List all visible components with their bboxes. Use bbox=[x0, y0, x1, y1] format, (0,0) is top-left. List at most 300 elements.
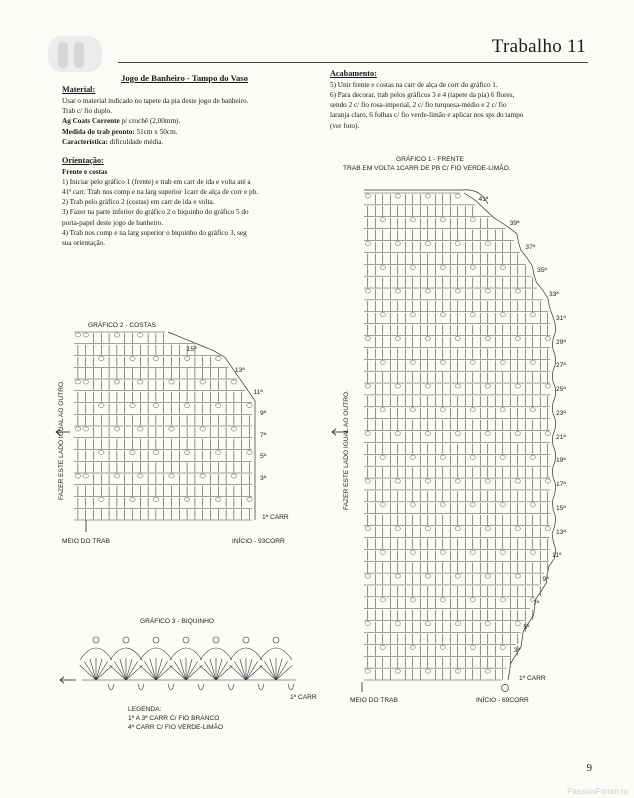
fan-stitch bbox=[126, 659, 132, 680]
chain-stitch bbox=[114, 474, 119, 478]
fan-stitch bbox=[270, 659, 276, 680]
chain-stitch bbox=[231, 427, 236, 431]
stitch-row bbox=[364, 324, 550, 335]
row-number-label: 15ª bbox=[186, 346, 197, 353]
chain-stitch bbox=[455, 669, 460, 673]
chain-stitch bbox=[153, 356, 158, 360]
chain-stitch bbox=[200, 427, 205, 431]
chain-stitch bbox=[247, 403, 252, 407]
stitch-row bbox=[364, 241, 514, 252]
chain-stitch bbox=[99, 403, 104, 407]
row-number-label: 35ª bbox=[537, 267, 547, 275]
picot-fan bbox=[170, 637, 204, 690]
base-loop bbox=[168, 684, 174, 690]
picot-icon bbox=[273, 637, 279, 643]
chain-stitch bbox=[425, 526, 430, 530]
chain-stitch bbox=[395, 336, 400, 340]
chain-stitch bbox=[470, 503, 475, 507]
chain-stitch bbox=[75, 380, 80, 384]
chain-stitch bbox=[380, 645, 385, 649]
chain-stitch bbox=[515, 384, 520, 388]
chain-stitch bbox=[410, 503, 415, 507]
chain-stitch bbox=[470, 550, 475, 554]
chain-stitch bbox=[455, 479, 460, 483]
fan-stitch bbox=[240, 659, 246, 680]
step-line: porta-papel deste jogo de banheiro. bbox=[62, 218, 164, 227]
chain-stitch bbox=[410, 550, 415, 554]
watermark: PassionForum.ru bbox=[567, 787, 628, 796]
chain-stitch bbox=[380, 408, 385, 412]
stitch-row bbox=[364, 347, 550, 358]
chart2-grid bbox=[74, 332, 252, 520]
chain-stitch bbox=[425, 336, 430, 340]
chain-stitch bbox=[425, 669, 430, 673]
row-number-label: 9ª bbox=[542, 576, 549, 583]
chain-stitch bbox=[485, 384, 490, 388]
stitch-row bbox=[364, 490, 550, 501]
chain-stitch bbox=[425, 194, 430, 198]
chain-stitch bbox=[515, 479, 520, 483]
row-number-label: 37ª bbox=[525, 243, 536, 251]
chart3-title: GRÁFICO 3 - BIQUINHO bbox=[140, 618, 215, 625]
chain-stitch bbox=[184, 403, 189, 407]
stitch-row bbox=[364, 419, 550, 430]
chain-stitch bbox=[515, 289, 520, 293]
chain-stitch bbox=[440, 598, 445, 602]
row-number-label: 5ª bbox=[260, 453, 267, 461]
chain-stitch bbox=[470, 360, 475, 364]
chain-stitch bbox=[410, 455, 415, 459]
chain-stitch bbox=[184, 450, 189, 454]
chain-stitch bbox=[99, 497, 104, 501]
stitch-row bbox=[364, 431, 550, 442]
chart1-start-label: INÍCIO - 69CORR bbox=[476, 697, 529, 704]
chain-stitch bbox=[410, 218, 415, 222]
chain-stitch bbox=[485, 669, 490, 673]
row-number-label: 23ª bbox=[556, 409, 566, 417]
stitch-row bbox=[364, 656, 511, 667]
finishing-line: laranja claro, 6 folhas c/ fio verde-limão e aplicar nos sps do tampo bbox=[330, 111, 524, 120]
chain-stitch bbox=[485, 574, 490, 578]
chain-stitch bbox=[365, 431, 370, 435]
chain-stitch bbox=[83, 333, 88, 337]
step-line: 2) Trab pelo gráfico 2 (costas) em carr de ida e volta. bbox=[62, 198, 215, 207]
stitch-row bbox=[364, 573, 544, 584]
chain-stitch bbox=[365, 621, 370, 625]
chain-stitch bbox=[470, 455, 475, 459]
legend-line: 1ª A 3ª CARR C/ FIO BRANCO bbox=[128, 715, 220, 722]
chain-stitch bbox=[545, 336, 550, 340]
step-line: 3) Fazer na parte inferior do gráfico 2 o biquinho do gráfico 5 do bbox=[62, 208, 249, 217]
chain-stitch bbox=[470, 645, 475, 649]
chain-stitch bbox=[425, 574, 430, 578]
chain-stitch bbox=[485, 431, 490, 435]
chain-stitch bbox=[216, 497, 221, 501]
chain-stitch bbox=[247, 497, 252, 501]
stitch-row bbox=[364, 585, 540, 596]
row-number-label: 15ª bbox=[556, 504, 566, 512]
stitch-row bbox=[364, 526, 550, 537]
chart1-center-label: MEIO DO TRAB bbox=[350, 697, 398, 704]
base-loop bbox=[258, 684, 264, 690]
material-heading: Material: bbox=[62, 85, 96, 95]
chain-stitch bbox=[530, 503, 535, 507]
chain-stitch bbox=[500, 503, 505, 507]
legend-title: LEGENDA: bbox=[128, 706, 162, 713]
stitch-row bbox=[74, 356, 221, 367]
chain-stitch bbox=[365, 336, 370, 340]
chain-stitch bbox=[184, 356, 189, 360]
stitch-row bbox=[364, 644, 518, 655]
row-number-label: 13ª bbox=[234, 367, 245, 375]
chain-stitch bbox=[425, 431, 430, 435]
feature-label: Característica: bbox=[62, 137, 108, 146]
chain-stitch bbox=[200, 474, 205, 478]
chain-stitch bbox=[500, 265, 505, 269]
chain-stitch bbox=[365, 241, 370, 245]
chain-stitch bbox=[455, 384, 460, 388]
chart3-biquinho-edging bbox=[80, 637, 296, 690]
stitch-row bbox=[74, 414, 252, 425]
row-number-label: 11ª bbox=[552, 552, 562, 560]
chain-stitch bbox=[455, 574, 460, 578]
picot-fan bbox=[140, 637, 174, 690]
stitch-row bbox=[74, 332, 165, 343]
finishing-heading: Acabamento: bbox=[330, 69, 377, 78]
chain-stitch bbox=[515, 431, 520, 435]
chart1-scallop-edge bbox=[364, 190, 556, 692]
picot-fan bbox=[110, 637, 144, 690]
chain-stitch bbox=[545, 526, 550, 530]
chain-stitch bbox=[153, 497, 158, 501]
chain-stitch bbox=[440, 408, 445, 412]
chain-stitch bbox=[365, 384, 370, 388]
chain-stitch bbox=[75, 333, 80, 337]
stitch-row bbox=[74, 379, 237, 390]
chain-stitch bbox=[395, 669, 400, 673]
chain-stitch bbox=[138, 333, 143, 337]
chart1-arrows bbox=[332, 429, 362, 692]
stitch-row bbox=[74, 485, 252, 496]
step-line: sua orientação. bbox=[62, 239, 106, 248]
stitch-row bbox=[364, 229, 506, 240]
chain-stitch bbox=[410, 645, 415, 649]
picot-fan bbox=[80, 637, 114, 690]
chain-stitch bbox=[500, 360, 505, 364]
fan-stitch bbox=[96, 659, 102, 680]
step-line: 1) Iniciar pelo gráfico 1 (frente) e trab em carr de ida e volta até a bbox=[62, 177, 251, 186]
chain-stitch bbox=[138, 427, 143, 431]
chain-stitch bbox=[470, 313, 475, 317]
stitch-row bbox=[364, 478, 550, 489]
chain-stitch bbox=[380, 360, 385, 364]
row-number-label: 29ª bbox=[556, 338, 566, 346]
chain-stitch bbox=[500, 455, 505, 459]
chain-stitch bbox=[530, 455, 535, 459]
chain-stitch bbox=[425, 241, 430, 245]
stitch-row bbox=[364, 466, 550, 477]
picot-icon bbox=[213, 637, 219, 643]
chain-stitch bbox=[410, 408, 415, 412]
base-loop bbox=[198, 684, 204, 690]
fan-stitch bbox=[216, 659, 222, 680]
picot-icon bbox=[123, 637, 129, 643]
chain-stitch bbox=[169, 474, 174, 478]
row-number-label: 3ª bbox=[260, 474, 267, 482]
chart2-center-label: MEIO DO TRAB bbox=[62, 538, 110, 545]
stitch-row bbox=[74, 344, 195, 355]
chain-stitch bbox=[440, 550, 445, 554]
chain-stitch bbox=[410, 265, 415, 269]
chain-stitch bbox=[440, 455, 445, 459]
chain-stitch bbox=[440, 265, 445, 269]
chain-stitch bbox=[380, 455, 385, 459]
chain-stitch bbox=[470, 598, 475, 602]
chain-stitch bbox=[365, 669, 370, 673]
chain-stitch bbox=[75, 474, 80, 478]
chain-stitch bbox=[455, 194, 460, 198]
chain-stitch bbox=[410, 313, 415, 317]
chain-stitch bbox=[485, 621, 490, 625]
base-loop bbox=[228, 684, 234, 690]
stitch-row bbox=[364, 336, 550, 347]
stitch-row bbox=[364, 668, 507, 679]
stitch-row bbox=[364, 312, 549, 323]
fan-stitch bbox=[90, 659, 96, 680]
chain-stitch bbox=[485, 336, 490, 340]
page-number: 9 bbox=[586, 762, 592, 774]
stitch-row bbox=[364, 395, 550, 406]
row-number-label: 25ª bbox=[556, 386, 566, 393]
stitch-row bbox=[364, 276, 533, 287]
chain-stitch bbox=[365, 479, 370, 483]
stitch-row bbox=[364, 454, 550, 465]
chain-stitch bbox=[395, 431, 400, 435]
chain-stitch bbox=[216, 356, 221, 360]
chain-stitch bbox=[500, 550, 505, 554]
row-number-label: 7ª bbox=[532, 599, 540, 607]
chain-stitch bbox=[380, 598, 385, 602]
chart2-first-row-label: 1ª CARR bbox=[262, 514, 289, 521]
picot-icon bbox=[183, 637, 189, 643]
project-title: Jogo de Banheiro - Tampo do Vaso bbox=[121, 73, 248, 83]
stitch-row bbox=[364, 621, 525, 632]
chain-stitch bbox=[515, 526, 520, 530]
chain-stitch bbox=[440, 313, 445, 317]
thread-value: p/ crochê (2,00mm). bbox=[119, 117, 181, 126]
picot-icon bbox=[153, 637, 159, 643]
row-number-label: 39ª bbox=[509, 219, 520, 227]
chain-stitch bbox=[130, 450, 135, 454]
picot-fan bbox=[200, 637, 234, 690]
stitch-row bbox=[364, 407, 550, 418]
stitch-row bbox=[364, 609, 533, 620]
stitch-row bbox=[364, 217, 490, 228]
chain-stitch bbox=[395, 241, 400, 245]
chain-stitch bbox=[455, 621, 460, 625]
chain-stitch bbox=[130, 403, 135, 407]
chain-stitch bbox=[184, 497, 189, 501]
base-loop bbox=[108, 684, 114, 690]
stitch-row bbox=[364, 193, 460, 204]
chain-stitch bbox=[231, 380, 236, 384]
legend-line: 4ª CARR C/ FIO VERDE-LIMÃO bbox=[128, 724, 224, 731]
chain-stitch bbox=[169, 427, 174, 431]
chain-stitch bbox=[99, 450, 104, 454]
stitch-row bbox=[74, 450, 252, 461]
chart2-start-label: INÍCIO - 93CORR bbox=[232, 538, 285, 545]
chain-stitch bbox=[138, 474, 143, 478]
picot-icon bbox=[243, 637, 249, 643]
chain-stitch bbox=[395, 479, 400, 483]
chain-stitch bbox=[530, 313, 535, 317]
chain-stitch bbox=[169, 380, 174, 384]
chart2-title: GRÁFICO 2 - COSTAS bbox=[88, 322, 157, 329]
stitch-row bbox=[364, 632, 521, 643]
chain-stitch bbox=[485, 479, 490, 483]
chain-stitch bbox=[114, 427, 119, 431]
stitch-row bbox=[364, 561, 549, 572]
chain-stitch bbox=[440, 503, 445, 507]
feature-value: dificuldade média. bbox=[107, 137, 164, 146]
chain-stitch bbox=[500, 598, 505, 602]
stitch-row bbox=[74, 367, 229, 378]
chain-stitch bbox=[425, 384, 430, 388]
chain-stitch bbox=[485, 289, 490, 293]
stitch-row bbox=[74, 497, 252, 508]
stitch-row bbox=[364, 300, 543, 311]
chart1-grid bbox=[364, 193, 550, 680]
chain-stitch bbox=[380, 550, 385, 554]
chain-stitch bbox=[500, 408, 505, 412]
row-number-label: 13ª bbox=[556, 528, 566, 536]
chain-stitch bbox=[395, 384, 400, 388]
chain-stitch bbox=[153, 403, 158, 407]
chain-stitch bbox=[365, 194, 370, 198]
chart1-side-note: FAZER ESTE LADO IGUAL AO OUTRO. bbox=[343, 390, 350, 510]
chain-stitch bbox=[455, 241, 460, 245]
stitch-row bbox=[74, 426, 252, 437]
chain-stitch bbox=[515, 621, 520, 625]
base-loop bbox=[138, 684, 144, 690]
chain-stitch bbox=[470, 265, 475, 269]
fan-stitch bbox=[180, 659, 186, 680]
fan-stitch bbox=[120, 659, 126, 680]
chain-stitch bbox=[530, 408, 535, 412]
stitch-row bbox=[364, 264, 526, 275]
chain-stitch bbox=[440, 645, 445, 649]
chain-stitch bbox=[455, 526, 460, 530]
chain-stitch bbox=[130, 356, 135, 360]
fan-stitch bbox=[246, 659, 252, 680]
chain-stitch bbox=[425, 289, 430, 293]
chain-stitch bbox=[83, 380, 88, 384]
chain-stitch bbox=[75, 427, 80, 431]
orientation-heading: Orientação: bbox=[62, 155, 104, 165]
chain-stitch bbox=[216, 450, 221, 454]
chain-stitch bbox=[365, 526, 370, 530]
chain-stitch bbox=[500, 313, 505, 317]
chart3-first-row-label: 1ª CARR bbox=[290, 694, 317, 701]
front-back-heading: Frente e costas bbox=[62, 167, 108, 176]
chain-stitch bbox=[380, 503, 385, 507]
chain-stitch bbox=[455, 336, 460, 340]
chain-stitch bbox=[500, 645, 505, 649]
chain-stitch bbox=[440, 360, 445, 364]
chain-stitch bbox=[365, 574, 370, 578]
row-number-label: 31ª bbox=[556, 314, 566, 322]
chain-stitch bbox=[425, 621, 430, 625]
chain-stitch bbox=[395, 621, 400, 625]
scallop-path bbox=[464, 193, 556, 680]
stitch-row bbox=[364, 288, 537, 299]
chain-stitch bbox=[153, 450, 158, 454]
chain-stitch bbox=[545, 431, 550, 435]
stitch-row bbox=[364, 383, 550, 394]
chain-stitch bbox=[410, 360, 415, 364]
row-number-label: 33ª bbox=[548, 291, 559, 298]
chain-stitch bbox=[515, 336, 520, 340]
chain-stitch bbox=[216, 403, 221, 407]
stitch-row bbox=[364, 502, 550, 513]
row-number-label: 21ª bbox=[556, 433, 566, 441]
row-number-label: 9ª bbox=[260, 410, 267, 418]
stitch-row bbox=[74, 391, 245, 402]
stitch-row bbox=[74, 403, 252, 414]
chain-stitch bbox=[247, 450, 252, 454]
chain-stitch bbox=[395, 194, 400, 198]
finishing-line: 6) Para decorar, trab pelos gráficos 3 e 4 (tapete da pia) 6 flores, bbox=[330, 90, 515, 99]
row-number-label: 27ª bbox=[556, 362, 566, 370]
chain-stitch bbox=[231, 474, 236, 478]
stitch-row bbox=[74, 438, 252, 449]
chain-stitch bbox=[130, 497, 135, 501]
chart2-side-note: FAZER ESTE LADO IGUAL AO OUTRO. bbox=[58, 380, 65, 500]
finishing-line: 5) Unir frente e costas na carr de alça de corr do gráfico 1. bbox=[330, 80, 498, 89]
fan-stitch bbox=[156, 659, 162, 680]
stitch-row bbox=[364, 442, 550, 453]
chain-stitch bbox=[455, 289, 460, 293]
row-number-label: 19ª bbox=[556, 457, 566, 465]
material-line: Usar o material indicado no tapete da pia deste jogo de banheiro. bbox=[62, 96, 249, 105]
stitch-row bbox=[364, 514, 550, 525]
step-line: 4) Trab nos comp e na larg superior o biquinho do gráfico 3, seg bbox=[62, 228, 247, 237]
measure-label: Medida do trab pronto: bbox=[62, 127, 135, 136]
finishing-line: sendo 2 c/ fio rosa-imperial, 2 c/ fio turquesa-médio e 2 c/ fio bbox=[330, 101, 507, 110]
stitch-row bbox=[364, 359, 550, 370]
stitch-row bbox=[74, 461, 252, 472]
chain-stitch bbox=[485, 526, 490, 530]
chain-stitch bbox=[380, 265, 385, 269]
chain-stitch bbox=[545, 384, 550, 388]
stitch-row bbox=[364, 549, 550, 560]
step-line: 41ª carr. Trab nos comp e na larg superior 1carr de alça de corr e pb. bbox=[62, 188, 259, 197]
chain-stitch bbox=[530, 360, 535, 364]
stitch-row bbox=[364, 252, 520, 263]
chain-stitch bbox=[455, 431, 460, 435]
fan-stitch bbox=[276, 659, 282, 680]
fan-stitch bbox=[210, 659, 216, 680]
chain-stitch bbox=[530, 550, 535, 554]
fan-stitch bbox=[186, 659, 192, 680]
stitch-row bbox=[364, 597, 535, 608]
chain-stitch bbox=[425, 479, 430, 483]
chart1-first-row-label: 1ª CARR bbox=[519, 675, 546, 682]
stitch-row bbox=[364, 537, 550, 548]
measure-value: 51cm x 50cm. bbox=[134, 127, 178, 136]
chain-stitch bbox=[485, 241, 490, 245]
material-line: Trab c/ fio duplo. bbox=[62, 107, 113, 116]
